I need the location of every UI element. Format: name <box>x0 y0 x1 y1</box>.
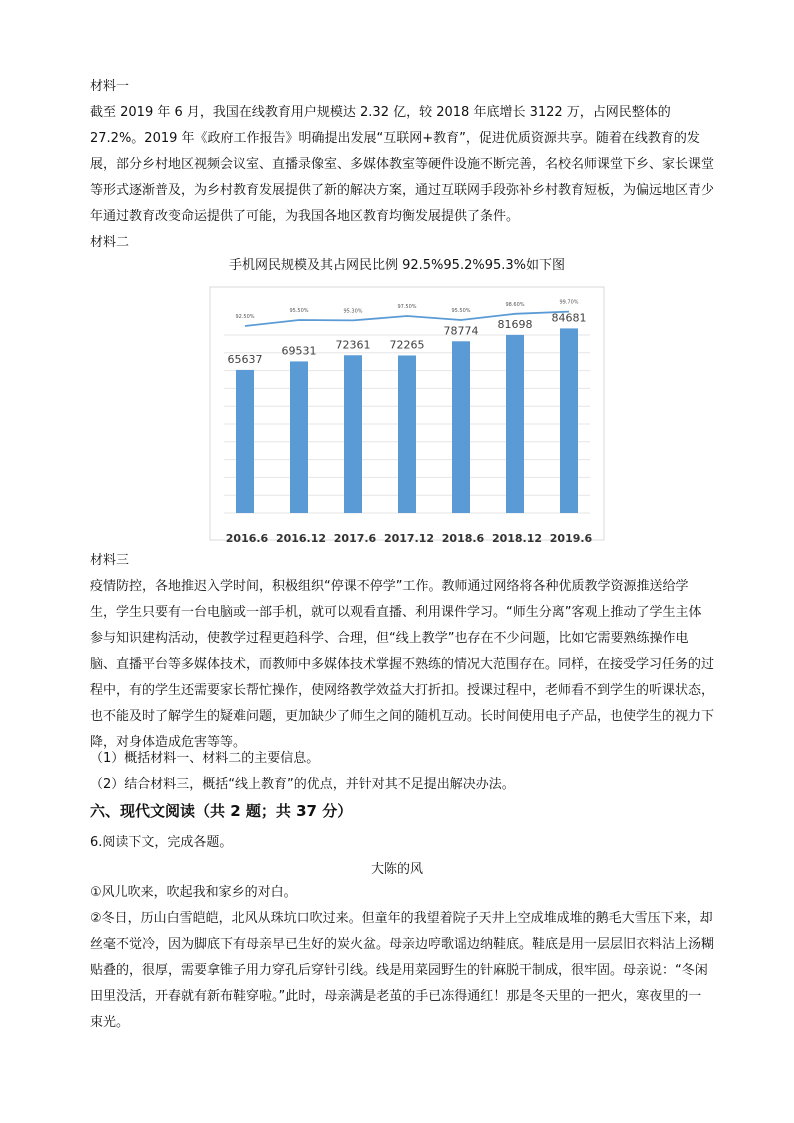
chart-bar <box>344 355 362 513</box>
material1-label: 材料一 <box>90 79 130 94</box>
chart-line-label: 92.50% <box>235 314 255 320</box>
article-para-1: ①风儿吹来，吹起我和家乡的对白。 <box>90 885 297 900</box>
chart-bar <box>452 341 470 513</box>
mobile-netizen-chart <box>210 287 604 545</box>
chart-x-tick-label: 2018.12 <box>491 532 543 545</box>
chart-bar <box>236 370 254 513</box>
chart-x-ticks <box>226 532 593 545</box>
article-title: 大陈的风 <box>370 862 423 877</box>
chart-bar-label: 69531 <box>281 344 317 358</box>
question-2: （2）结合材料三，概括“线上教育”的优点，并针对其不足提出解决办法。 <box>90 777 515 792</box>
chart-bar <box>290 361 308 513</box>
chart-x-tick-label: 2016.12 <box>275 532 327 545</box>
chart-line-label: 97.50% <box>397 304 417 310</box>
section-heading: 六、现代文阅读（共 2 题；共 37 分） <box>90 802 353 820</box>
chart-x-tick-label: 2016.6 <box>225 532 269 545</box>
material1-text: 截至 2019 年 6 月，我国在线教育用户规模达 2.32 亿，较 2018 年底增长 3122 万，占网民整体的 27.2%。2019 年《政府工作报告》明确提出发展“互联网+教育”，促进优质资源共享。随着在线教育的发展，部分乡村地区视频会议室、直播录像室、多媒体教室等硬件设施不断完善，名校名师课堂下乡、家长课堂等形式逐渐普及，为乡村教育发展提供了新的解决方案，通过互联网手段弥补乡村教育短板，为偏远地区青少年通过教育改变命运提供了可能，为我国各地区教育均衡发展提供了条件。 <box>90 105 715 224</box>
chart-x-tick-label: 2018.6 <box>441 532 485 545</box>
chart-bar-label: 72361 <box>335 338 371 352</box>
question-1: （1）概括材料一、材料二的主要信息。 <box>90 751 320 766</box>
chart-x-tick-label: 2017.6 <box>333 532 377 545</box>
chart-line-label: 95.50% <box>451 308 471 314</box>
section-intro: 6.阅读下文，完成各题。 <box>90 835 233 850</box>
article-para-2: ②冬日，历山白雪皑皑，北风从珠坑口吹过来。但童年的我望着院子天井上空成堆成堆的鹅毛大雪压下来，却丝毫不觉冷，因为脚底下有母亲早已生好的炭火盆。母亲边哼歌谣边纳鞋底。鞋底是用一层层旧衣料沾上汤糊贴叠的，很厚，需要拿锥子用力穿孔后穿针引线。线是用菜园野生的针麻脱干制成，很牢固。母亲说：“冬闲田里没活，开春就有新布鞋穿啦。”此时，母亲满是老茧的手已冻得通红！那是冬天里的一把火，寒夜里的一束光。 <box>90 911 715 1030</box>
chart-x-tick-label: 2019.6 <box>549 532 593 545</box>
chart-line-label: 95.30% <box>343 308 363 315</box>
chart-bar-label: 65637 <box>227 352 263 366</box>
material3-label: 材料三 <box>90 553 130 568</box>
chart-bar <box>398 355 416 513</box>
chart-x-tick-label: 2017.12 <box>383 532 435 545</box>
chart-title: 手机网民规模及其占网民比例 92.5%95.2%95.3%如下图 <box>228 258 566 273</box>
material3-text: 疫情防控，各地推迟入学时间，积极组织“停课不停学”工作。教师通过网络将各种优质教学资源推送给学生，学生只要有一台电脑或一部手机，就可以观看直播、利用课件学习。“师生分离”客观上推动了学生主体参与知识建构活动，使教学过程更趋科学、合理，但“线上教学”也存在不少问题，比如它需要熟练操作电脑、直播平台等多媒体技术，而教师中多媒体技术掌握不熟练的情况大范围存在。同样，在接受学习任务的过程中，有的学生还需要家长帮忙操作，使网络教学效益大打折扣。授课过程中，老师看不到学生的听课状态，也不能及时了解学生的疑难问题，更加缺少了师生之间的随机互动。长时间使用电子产品，也使学生的视力下降，对身体造成危害等等。 <box>90 579 715 750</box>
chart-bar-label: 72265 <box>389 338 425 352</box>
chart-bar-label: 84681 <box>551 311 587 325</box>
chart-bar <box>560 328 578 513</box>
chart-bar <box>506 335 524 513</box>
chart-bar-label: 78774 <box>443 324 479 338</box>
chart-line-label: 95.50% <box>289 308 309 314</box>
chart-bar-label: 81698 <box>497 317 533 331</box>
chart-line-label: 98.60% <box>505 301 525 308</box>
chart-line-label: 99.70% <box>559 299 579 306</box>
material2-label: 材料二 <box>90 235 130 250</box>
